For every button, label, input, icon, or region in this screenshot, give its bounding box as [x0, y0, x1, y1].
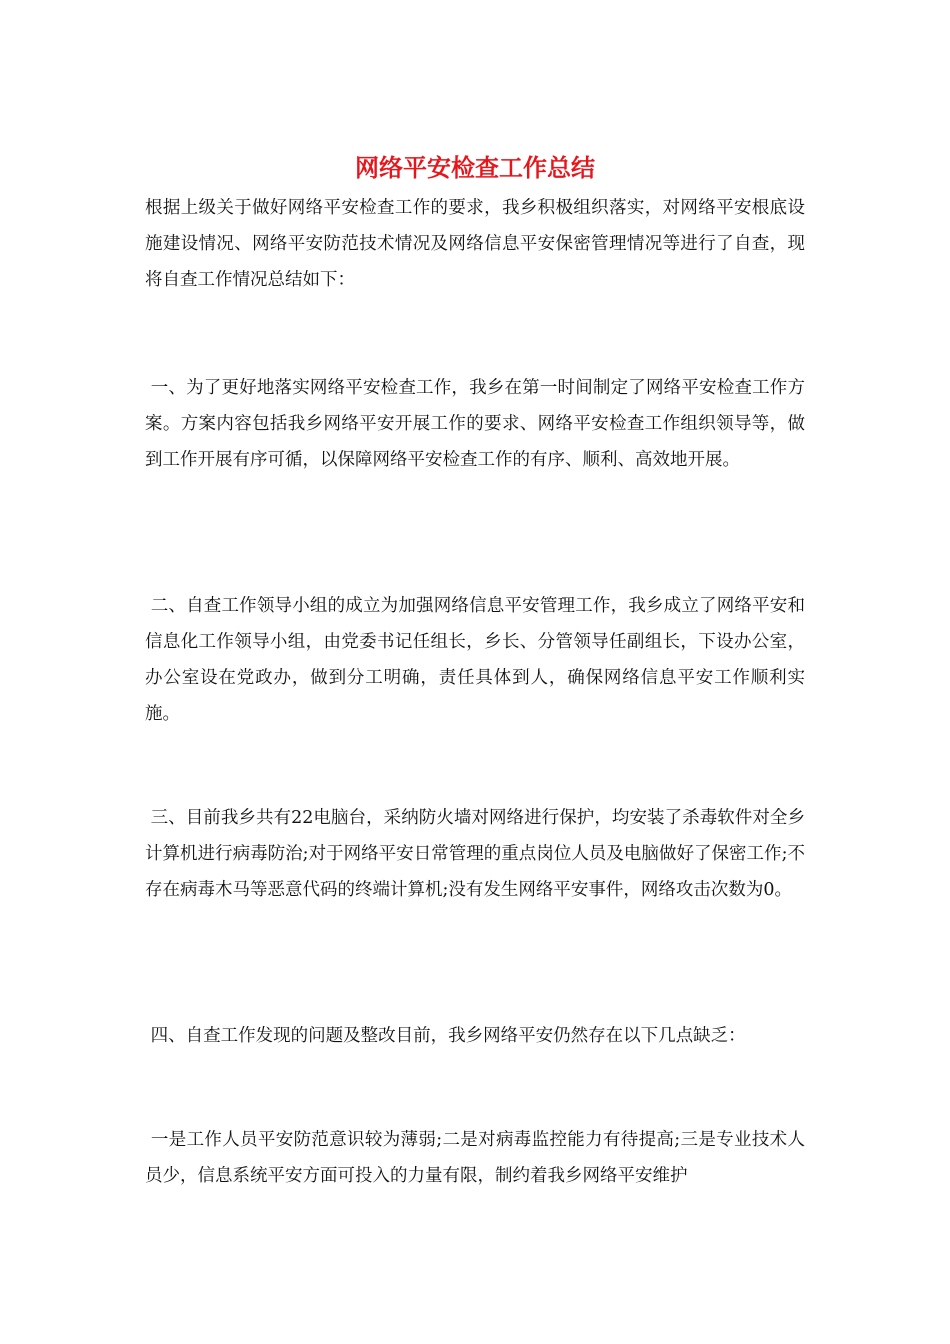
- section-one-paragraph: 一、为了更好地落实网络平安检查工作，我乡在第一时间制定了网络平安检查工作方案。方案内容包括我乡网络平安开展工作的要求、网络平安检查工作组织领导等，做到工作开展有序可循，以保障网络平安检查工作的有序、顺利、高效地开展。: [145, 378, 805, 470]
- section-four-paragraph: 四、自查工作发现的问题及整改目前，我乡网络平安仍然存在以下几点缺乏：: [145, 1026, 746, 1046]
- section-two-paragraph: 二、自查工作领导小组的成立为加强网络信息平安管理工作，我乡成立了网络平安和信息化工作领导小组，由党委书记任组长，乡长、分管领导任副组长，下设办公室，办公室设在党政办，做到分工明确，责任具体到人，确保网络信息平安工作顺利实施。: [145, 596, 805, 724]
- intro-paragraph: 根据上级关于做好网络平安检查工作的要求，我乡积极组织落实，对网络平安根底设施建设情况、网络平安防范技术情况及网络信息平安保密管理情况等进行了自查，现将自查工作情况总结如下：: [145, 198, 805, 290]
- problems-list-paragraph: 一是工作人员平安防范意识较为薄弱;二是对病毒监控能力有待提高;三是专业技术人员少，信息系统平安方面可投入的力量有限，制约着我乡网络平安维护: [145, 1130, 805, 1186]
- section-three-paragraph: 三、目前我乡共有22电脑台，采纳防火墙对网络进行保护，均安装了杀毒软件对全乡计算机进行病毒防治;对于网络平安日常管理的重点岗位人员及电脑做好了保密工作;不存在病毒木马等恶意代码的终端计算机;没有发生网络平安事件，网络攻击次数为0。: [145, 808, 805, 900]
- document-title: 网络平安检查工作总结: [355, 153, 595, 182]
